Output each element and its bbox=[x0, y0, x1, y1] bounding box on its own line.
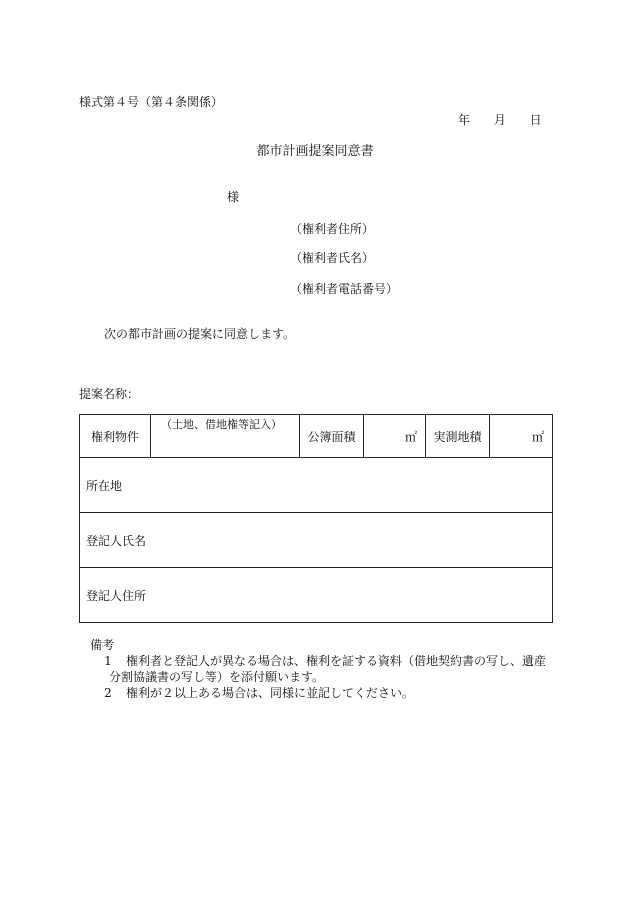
note-number: 1 bbox=[104, 654, 112, 668]
addressee-suffix: 様 bbox=[227, 190, 240, 204]
notes-heading: 備考 bbox=[90, 638, 115, 652]
form-number: 様式第４号（第４条関係） bbox=[79, 95, 224, 109]
property-object-hint: （土地、借地権等記入） bbox=[161, 418, 282, 431]
table-row bbox=[80, 513, 553, 568]
table-header-row bbox=[80, 415, 553, 458]
property-object-field[interactable] bbox=[151, 415, 300, 458]
right-holder-address-label: （権利者住所） bbox=[290, 222, 375, 236]
note-text: 権利者と登記人が異なる場合は、権利を証する資料（借地契約書の写し、遺産 bbox=[126, 654, 547, 668]
right-holder-phone-label: （権利者電話番号） bbox=[290, 282, 399, 296]
date-line: 年 月 日 bbox=[458, 113, 542, 127]
location-field[interactable] bbox=[80, 458, 553, 513]
right-holder-name-label: （権利者氏名） bbox=[290, 251, 375, 265]
notes-section bbox=[90, 637, 546, 701]
registered-area-label: 公簿面積 bbox=[300, 415, 364, 458]
note-item bbox=[90, 685, 546, 701]
note-number: 2 bbox=[104, 686, 112, 700]
property-table bbox=[79, 414, 553, 623]
registrant-address-field[interactable] bbox=[80, 568, 553, 623]
registered-area-unit: ㎡ bbox=[404, 429, 417, 444]
proposal-name-label: 提案名称： bbox=[79, 387, 140, 401]
measured-area-label: 実測地積 bbox=[426, 415, 490, 458]
note-text-continuation: 分割協議書の写し等）を添付願います。 bbox=[109, 670, 325, 684]
registrant-address-label: 登記人住所 bbox=[86, 588, 147, 603]
table-row bbox=[80, 458, 553, 513]
document-title: 都市計画提案同意書 bbox=[256, 144, 374, 159]
measured-area-unit: ㎡ bbox=[531, 429, 544, 444]
registrant-name-label: 登記人氏名 bbox=[86, 533, 147, 548]
consent-statement: 次の都市計画の提案に同意します。 bbox=[104, 327, 296, 341]
note-item bbox=[90, 653, 546, 669]
registrant-name-field[interactable] bbox=[80, 513, 553, 568]
table-row bbox=[80, 568, 553, 623]
property-object-label: 権利物件 bbox=[80, 415, 151, 458]
location-label: 所在地 bbox=[86, 478, 123, 493]
registered-area-field[interactable] bbox=[364, 415, 426, 458]
note-text: 権利が２以上ある場合は、同様に並記してください。 bbox=[126, 686, 415, 700]
measured-area-field[interactable] bbox=[490, 415, 553, 458]
